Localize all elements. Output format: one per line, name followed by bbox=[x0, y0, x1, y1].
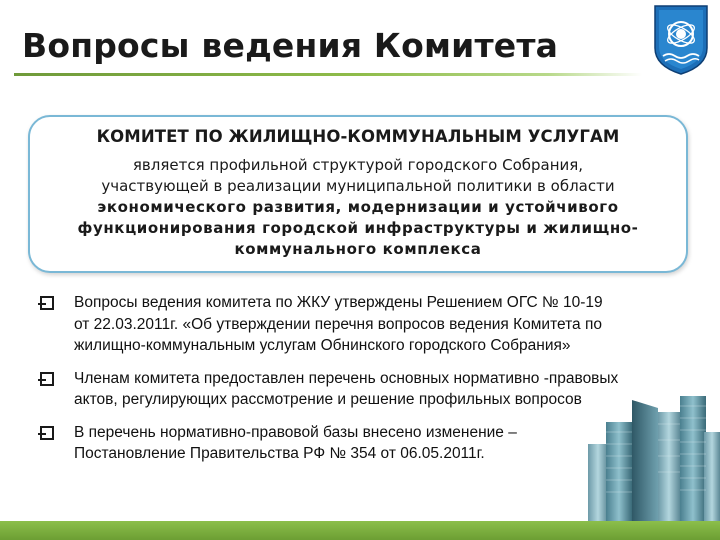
bullet-item bbox=[40, 368, 620, 411]
footer-bar bbox=[0, 521, 720, 540]
checkbox-bullet-icon bbox=[40, 426, 54, 440]
description-line: является профильной структурой городского Собрания, bbox=[132, 156, 584, 174]
checkbox-bullet-icon bbox=[40, 296, 54, 310]
description-line-emphasis: коммунального комплекса bbox=[234, 240, 482, 258]
committee-name-heading: КОМИТЕТ ПО ЖИЛИЩНО-КОММУНАЛЬНЫМ УСЛУГАМ bbox=[96, 127, 620, 146]
bullet-item bbox=[40, 292, 620, 357]
description-line-emphasis: экономического развития, модернизации и устойчивого bbox=[97, 198, 619, 216]
city-buildings-illustration bbox=[580, 392, 720, 522]
description-line: участвующей в реализации муниципальной политики в области bbox=[101, 177, 615, 195]
title-underline bbox=[14, 73, 642, 76]
page-title: Вопросы ведения Комитета bbox=[22, 26, 559, 65]
bullet-text: Вопросы ведения комитета по ЖКУ утверждены Решением ОГС № 10-19 от 22.03.2011г. «Об утверждении перечня вопросов ведения Комитета по жилищно-коммунальным услугам Обнинского городского Собрания» bbox=[74, 294, 603, 354]
committee-definition-box bbox=[28, 115, 688, 273]
checkbox-bullet-icon bbox=[40, 372, 54, 386]
committee-description bbox=[36, 155, 680, 260]
bullet-text: Членам комитета предоставлен перечень основных нормативно -правовых актов, регулирующих рассмотрение и решение профильных вопросов bbox=[74, 369, 619, 408]
city-coat-of-arms-icon bbox=[653, 4, 709, 76]
bullet-list bbox=[40, 292, 620, 465]
description-line-emphasis: функционирования городской инфраструктуры и жилищно- bbox=[77, 219, 639, 237]
bullet-item bbox=[40, 422, 620, 465]
bullet-text: В перечень нормативно-правовой базы внесено изменение – Постановление Правительства РФ № 354 от 06.05.2011г. bbox=[74, 423, 517, 462]
